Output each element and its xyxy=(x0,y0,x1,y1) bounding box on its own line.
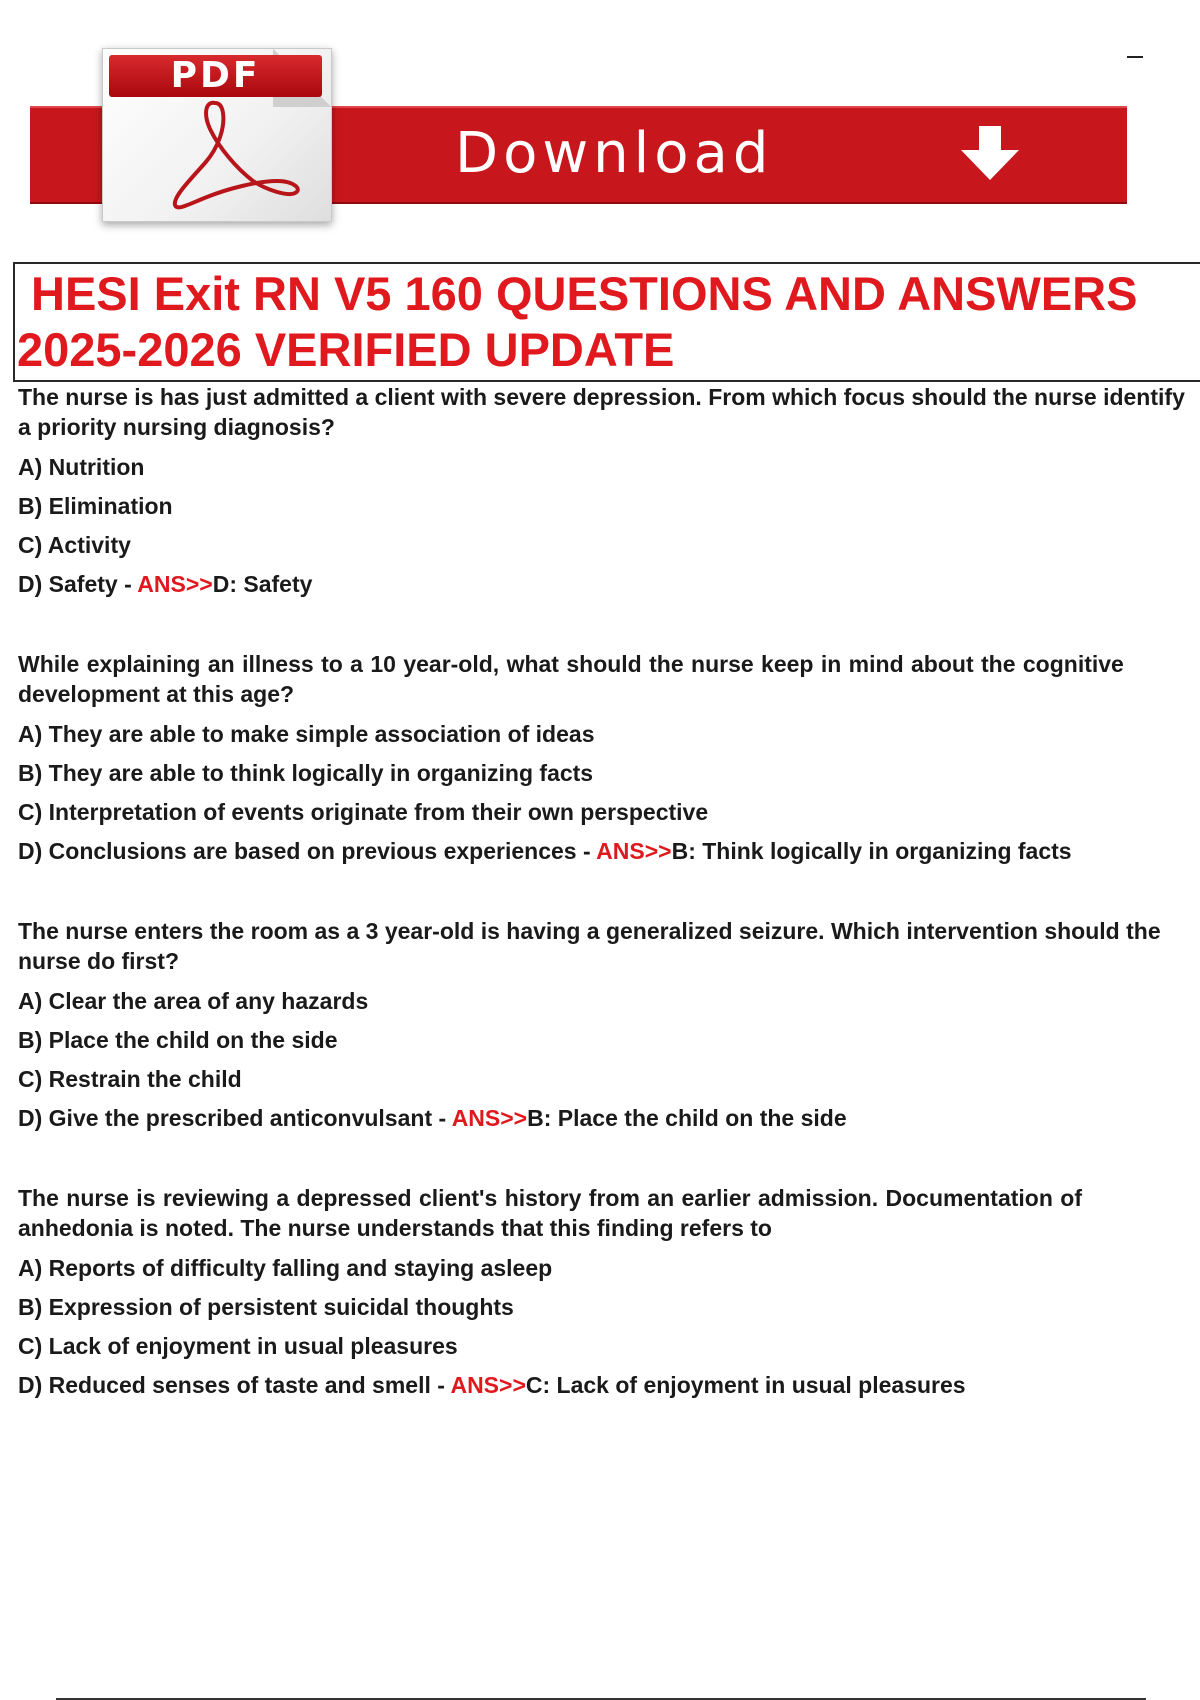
question-block xyxy=(18,916,1200,1138)
download-label: Download xyxy=(455,121,774,186)
download-arrow-icon xyxy=(955,124,1025,187)
ans-tag: ANS>> xyxy=(451,1105,528,1131)
pdf-document-icon xyxy=(102,48,332,222)
answer-option: C) Interpretation of events originate from their own perspective xyxy=(18,799,709,825)
title-line-2: 2025-2026 VERIFIED UPDATE xyxy=(17,323,675,376)
question-block xyxy=(18,382,1200,604)
answer-option: A) They are able to make simple association of ideas xyxy=(18,721,595,747)
question-stem: anhedonia is noted. The nurse understands that this finding refers to xyxy=(18,1215,772,1241)
answer-option: B) Expression of persistent suicidal thoughts xyxy=(18,1294,514,1320)
question-stem xyxy=(18,1183,1200,1213)
stem-line: While explaining an illness to a 10 year-old, what should the nurse keep in mind about the cognitive xyxy=(18,651,1124,677)
correct-answer: B: Think logically in organizing facts xyxy=(671,838,1072,864)
option-text: D) Reduced senses of taste and smell - xyxy=(18,1372,451,1398)
answer-option-last xyxy=(18,565,1200,604)
answer-option-last xyxy=(18,832,1200,871)
answer-option-last xyxy=(18,1366,1200,1405)
ans-tag: ANS>> xyxy=(450,1372,526,1398)
answer-option: C) Restrain the child xyxy=(18,1066,242,1092)
question-block xyxy=(18,1183,1200,1405)
title-line-1: HESI Exit RN V5 160 QUESTIONS AND ANSWERS xyxy=(31,267,1138,320)
question-stem: development at this age? xyxy=(18,681,295,707)
answer-option: C) Activity xyxy=(18,532,131,558)
pdf-download-banner[interactable] xyxy=(30,40,1130,220)
answer-option: B) They are able to think logically in organizing facts xyxy=(18,760,594,786)
question-stem xyxy=(18,649,1200,679)
answer-option: C) Lack of enjoyment in usual pleasures xyxy=(18,1333,458,1359)
answer-option: B) Elimination xyxy=(18,493,173,519)
question-stem: nurse do first? xyxy=(18,948,180,974)
question-stem: a priority nursing diagnosis? xyxy=(18,414,335,440)
correct-answer: C: Lack of enjoyment in usual pleasures xyxy=(525,1372,966,1398)
answer-option: A) Nutrition xyxy=(18,454,145,480)
stem-line: The nurse is reviewing a depressed client's history from an earlier admission. Documentation of xyxy=(18,1185,1082,1211)
correct-answer: D: Safety xyxy=(212,571,313,597)
answer-option-last xyxy=(18,1099,1200,1138)
answer-option: A) Reports of difficulty falling and staying asleep xyxy=(18,1255,553,1281)
acrobat-icon xyxy=(153,97,313,222)
answer-option: A) Clear the area of any hazards xyxy=(18,988,369,1014)
pdf-label: PDF xyxy=(109,55,322,97)
option-text: D) Give the prescribed anticonvulsant - xyxy=(18,1105,452,1131)
correct-answer: B: Place the child on the side xyxy=(527,1105,847,1131)
option-text: D) Conclusions are based on previous experiences - xyxy=(18,838,597,864)
ans-tag: ANS>> xyxy=(137,571,213,597)
question-block xyxy=(18,649,1200,871)
answer-option: B) Place the child on the side xyxy=(18,1027,338,1053)
ans-tag: ANS>> xyxy=(596,838,672,864)
option-text: D) Safety - xyxy=(18,571,138,597)
question-stem: The nurse is has just admitted a client with severe depression. From which focus should the nurse identify xyxy=(18,384,1185,410)
document-title xyxy=(13,262,1200,382)
question-stem: The nurse enters the room as a 3 year-old is having a generalized seizure. Which intervention should the xyxy=(18,918,1161,944)
